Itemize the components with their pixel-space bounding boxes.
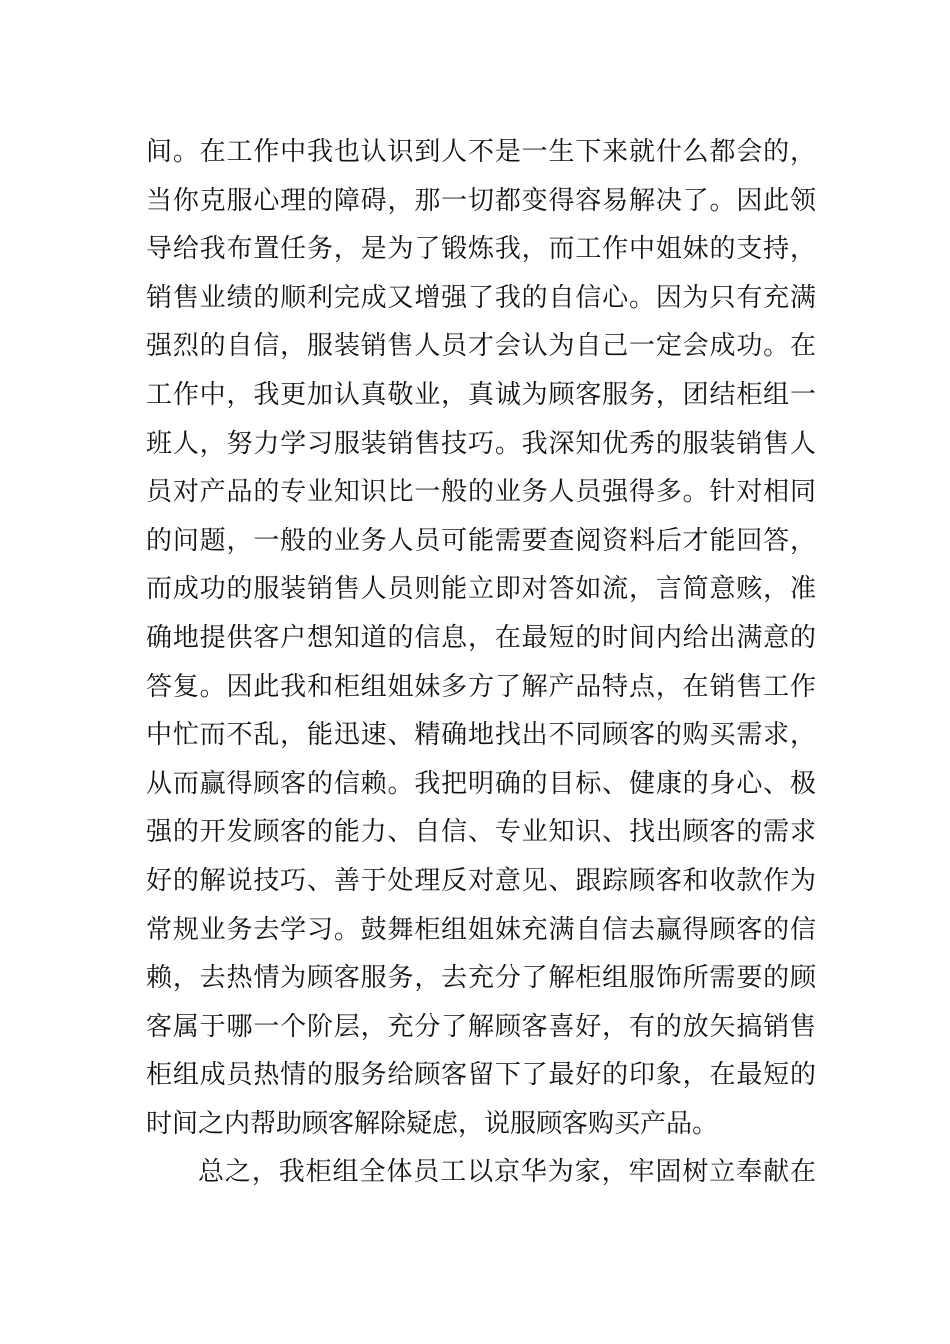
text-line: 中忙而不乱，能迅速、精确地找出不同顾客的购买需求， [146, 720, 816, 751]
text-line: 销售业绩的顺利完成又增强了我的自信心。因为只有充满 [146, 282, 816, 313]
text-line: 柜组成员热情的服务给顾客留下了最好的印象，在最短的 [146, 1060, 816, 1091]
text-line: 员对产品的专业知识比一般的业务人员强得多。针对相同 [146, 477, 816, 508]
text-line: 强的开发顾客的能力、自信、专业知识、找出顾客的需求 [146, 817, 816, 848]
text-line: 赖，去热情为顾客服务，去充分了解柜组服饰所需要的顾 [146, 963, 816, 994]
text-line: 强烈的自信，服装销售人员才会认为自己一定会成功。在 [146, 331, 816, 362]
text-line: 客属于哪一个阶层，充分了解顾客喜好，有的放矢搞销售 [146, 1011, 816, 1042]
text-line: 时间之内帮助顾客解除疑虑，说服顾客购买产品。 [146, 1108, 719, 1139]
text-line: 当你克服心理的障碍，那一切都变得容易解决了。因此领 [146, 185, 816, 216]
text-line: 常规业务去学习。鼓舞柜组姐妹充满自信去赢得顾客的信 [146, 914, 816, 945]
paragraph-1 [146, 128, 816, 1148]
text-line: 工作中，我更加认真敬业，真诚为顾客服务，团结柜组一 [146, 379, 816, 410]
body-text [146, 128, 816, 1197]
text-line: 的问题，一般的业务人员可能需要查阅资料后才能回答， [146, 525, 816, 556]
paragraph-2 [146, 1148, 816, 1197]
text-line: 确地提供客户想知道的信息，在最短的时间内给出满意的 [146, 622, 816, 653]
text-line: 而成功的服装销售人员则能立即对答如流，言简意赅，准 [146, 574, 816, 605]
text-line: 间。在工作中我也认识到人不是一生下来就什么都会的， [146, 137, 816, 167]
text-line: 班人，努力学习服装销售技巧。我深知优秀的服装销售人 [146, 428, 816, 459]
text-line: 从而赢得顾客的信赖。我把明确的目标、健康的身心、极 [146, 768, 816, 799]
text-line: 好的解说技巧、善于处理反对意见、跟踪顾客和收款作为 [146, 865, 816, 896]
text-line: 总之，我柜组全体员工以京华为家，牢固树立奉献在 [198, 1157, 816, 1188]
text-line: 答复。因此我和柜组姐妹多方了解产品特点，在销售工作 [146, 671, 816, 702]
text-line: 导给我布置任务，是为了锻炼我，而工作中姐妹的支持， [146, 234, 816, 265]
